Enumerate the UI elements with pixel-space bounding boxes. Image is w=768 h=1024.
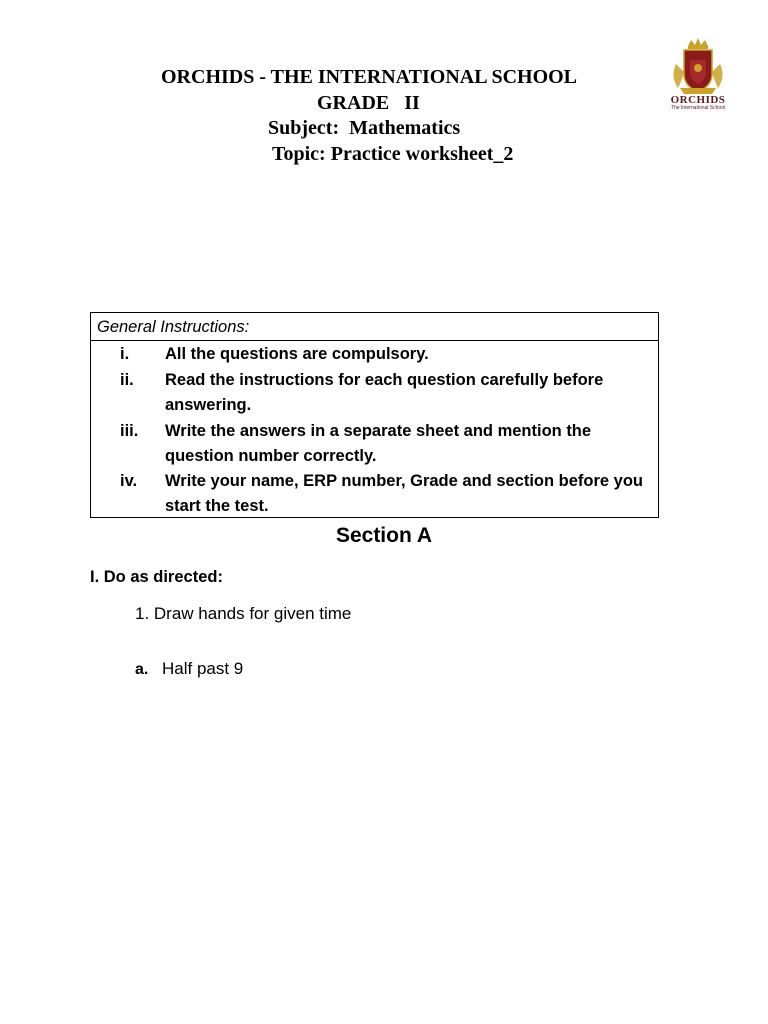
instruction-number: iv.	[120, 472, 138, 490]
instructions-title: General Instructions:	[91, 313, 658, 341]
instruction-text: All the questions are compulsory.	[165, 345, 429, 363]
instruction-text: Write your name, ERP number, Grade and section before you start the test.	[165, 472, 644, 515]
instruction-number: ii.	[120, 371, 134, 389]
general-instructions-box	[90, 312, 659, 518]
question-heading: I. Do as directed:	[90, 568, 223, 586]
sub-question: 1. Draw hands for given time	[135, 604, 352, 623]
topic-label: Topic: Practice worksheet_2	[272, 143, 514, 165]
logo-wordmark: ORCHIDS	[670, 94, 726, 106]
grade-label: GRADE II	[317, 92, 420, 114]
instruction-number: i.	[120, 345, 130, 363]
instruction-text: Write the answers in a separate sheet and mention the question number correctly.	[165, 422, 592, 465]
logo-tagline: The International School	[670, 105, 726, 111]
part-letter: a.	[135, 661, 149, 678]
instruction-text: Read the instructions for each question carefully before answering.	[165, 371, 604, 414]
instruction-number: iii.	[120, 422, 139, 440]
section-title: Section A	[335, 524, 433, 547]
school-name: ORCHIDS - THE INTERNATIONAL SCHOOL	[161, 66, 578, 88]
part-text: Half past 9	[162, 659, 244, 678]
subject-label: Subject: Mathematics	[268, 117, 461, 139]
